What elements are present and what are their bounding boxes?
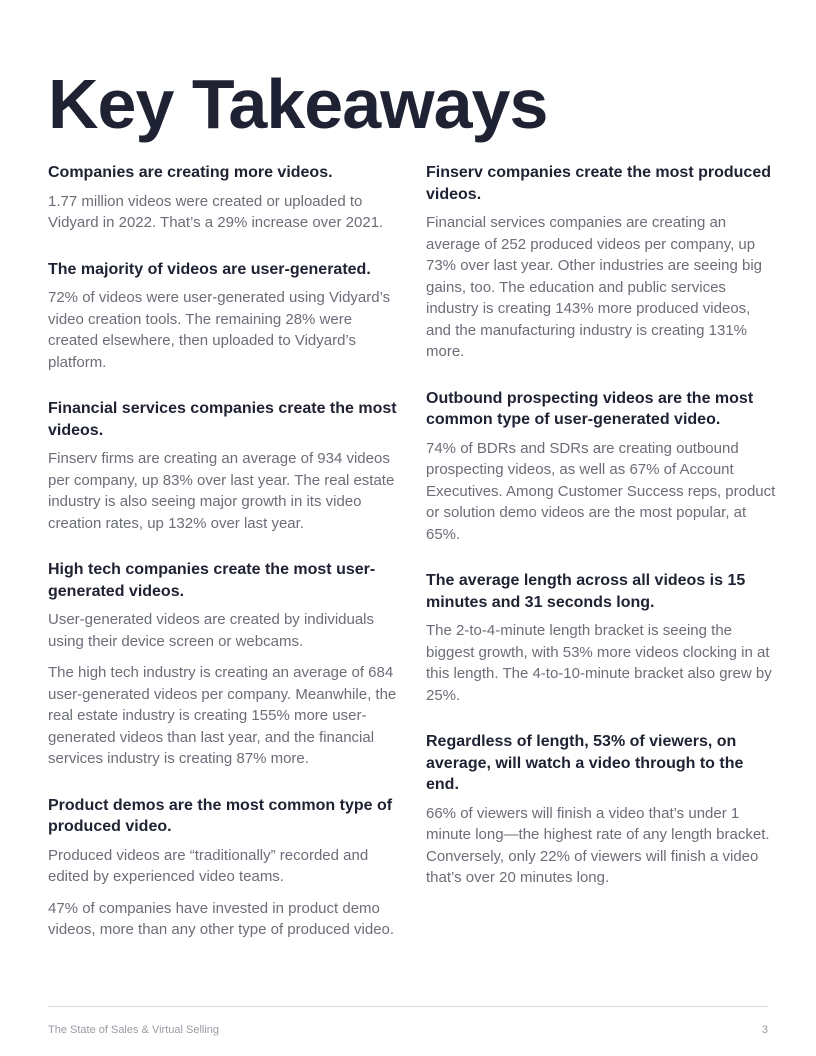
section-paragraph: 1.77 million videos were created or uploaded to Vidyard in 2022. That’s a 29% increase over 2021. [48, 192, 384, 231]
section-paragraph: 72% of videos were user-generated using Vidyard’s video creation tools. The remaining 28% were created elsewhere, then uploaded to Vidyard’s platform. [48, 289, 391, 371]
section-more-videos [48, 162, 404, 234]
section-paragraph: Financial services companies are creating an average of 252 produced videos per company, up 73% over last year. Other industries are seeing big gains, too. The education and public services industry is creating 143% more produced videos, and the manufacturing industry is creating 131% more. [426, 214, 763, 360]
left-column [48, 162, 404, 966]
footer-divider [48, 1006, 768, 1007]
section-high-tech-user-generated [48, 559, 404, 770]
right-column [426, 162, 778, 914]
section-heading: The average length across all videos is 15 minutes and 31 seconds long. [426, 572, 746, 611]
section-paragraph: 66% of viewers will finish a video that’s under 1 minute long—the highest rate of any length bracket. Conversely, only 22% of viewers will finish a video that’s over 20 minutes long. [426, 804, 770, 886]
section-product-demos [48, 795, 404, 941]
section-average-length [426, 570, 778, 706]
section-paragraph: The high tech industry is creating an average of 684 user-generated videos per company. Meanwhile, the real estate industry is creating 155% more user-generated videos than last year, and the financial services industry is creating 87% more. [48, 664, 397, 767]
footer-document-title: The State of Sales & Virtual Selling [48, 1024, 220, 1036]
section-heading: Finserv companies create the most produced videos. [426, 164, 771, 203]
section-heading: Outbound prospecting videos are the most common type of user-generated video. [426, 389, 754, 428]
section-paragraph: The 2-to-4-minute length bracket is seeing the biggest growth, with 53% more videos clocking in at this length. The 4-to-10-minute bracket also grew by 25%. [426, 622, 772, 704]
section-financial-services-most [48, 398, 404, 534]
page-title: Key Takeaways [48, 65, 548, 143]
section-paragraph: Finserv firms are creating an average of 934 videos per company, up 83% over last year. The real estate industry is also seeing major growth in its video creation rates, up 132% over last year. [48, 450, 395, 532]
section-user-generated-majority [48, 259, 404, 374]
section-paragraph: 47% of companies have invested in product demo videos, more than any other type of produced video. [48, 899, 395, 938]
section-heading: Companies are creating more videos. [48, 164, 333, 181]
section-paragraph: User-generated videos are created by individuals using their device screen or webcams. [48, 611, 375, 650]
section-viewer-completion [426, 731, 778, 889]
section-heading: Product demos are the most common type of produced video. [48, 796, 393, 835]
section-paragraph: Produced videos are “traditionally” recorded and edited by experienced video teams. [48, 846, 369, 885]
section-heading: Regardless of length, 53% of viewers, on average, will watch a video through to the end. [426, 733, 744, 793]
footer-page-number: 3 [761, 1024, 768, 1036]
section-outbound-prospecting [426, 388, 778, 546]
section-finserv-produced [426, 162, 778, 363]
section-heading: High tech companies create the most user-generated videos. [48, 561, 376, 600]
section-paragraph: 74% of BDRs and SDRs are creating outbound prospecting videos, as well as 67% of Account Executives. Among Customer Success reps, product or solution demo videos are the most popular, at 65%. [426, 439, 776, 543]
section-heading: Financial services companies create the most videos. [48, 400, 397, 439]
section-heading: The majority of videos are user-generated. [48, 260, 371, 278]
